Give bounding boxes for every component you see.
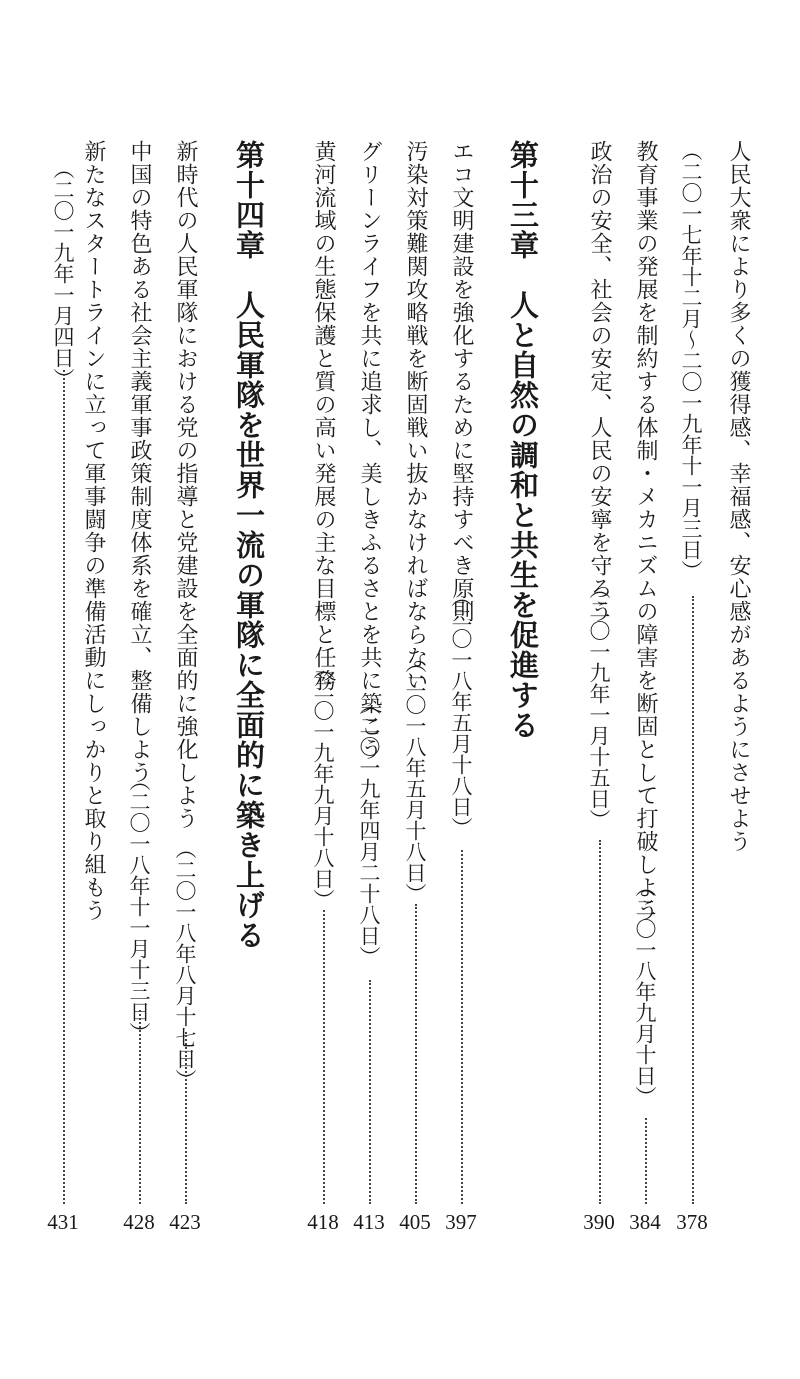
leader-dots [461, 850, 463, 1204]
leader-dots [415, 904, 417, 1204]
toc-entry-title: 人民大衆により多くの獲得感、幸福感、安心感があるようにさせよう [726, 140, 751, 853]
page-number: 431 [47, 1210, 79, 1234]
page-number: 397 [445, 1210, 477, 1234]
page-number: 384 [629, 1210, 661, 1234]
toc-entry-title: グリーンライフを共に追求し、美しきふるさとを共に築こう [357, 140, 382, 761]
toc-entry-title: 汚染対策難関攻略戦を断固戦い抜かなければならない [403, 140, 428, 692]
toc-entry-date: （二〇一九年一月十五日） [587, 578, 611, 830]
page-number: 378 [676, 1210, 708, 1234]
page-number: 418 [307, 1210, 339, 1234]
chapter-heading: 第十四章 人民軍隊を世界一流の軍隊に全面的に築き上げる [232, 140, 266, 950]
leader-dots [63, 370, 65, 1204]
chapter-heading: 第十三章 人と自然の調和と共生を促進する [506, 140, 540, 740]
toc-entry-date: （二〇一九年一月四日） [51, 158, 75, 389]
leader-dots [139, 1010, 141, 1204]
toc-entry-date: （二〇一八年五月十八日） [403, 652, 427, 904]
leader-dots [185, 1032, 187, 1204]
toc-entry-date: （二〇一七年十二月～二〇一九年十一月三日） [679, 140, 703, 581]
toc-entry-date: （二〇一九年四月二十八日） [357, 694, 381, 967]
toc-entry-date: （二〇一八年八月十七日） [173, 838, 197, 1090]
page-number: 423 [169, 1210, 201, 1234]
leader-dots [645, 1118, 647, 1204]
leader-dots [369, 980, 371, 1204]
toc-entry-title: 政治の安全、社会の安定、人民の安寧を守ろう [587, 140, 612, 623]
page-number: 405 [399, 1210, 431, 1234]
page-number: 390 [583, 1210, 615, 1234]
toc-entry-title: 中国の特色ある社会主義軍事政策制度体系を確立、整備しよう [127, 140, 152, 784]
toc-entry-title: 新たなスタートラインに立って軍事闘争の準備活動にしっかりと取り組もう [81, 140, 106, 922]
leader-dots [599, 840, 601, 1204]
page-number: 413 [353, 1210, 385, 1234]
toc-entry-date: （二〇一八年九月十日） [633, 876, 657, 1107]
toc-entry-date: （二〇一八年五月十八日） [449, 586, 473, 838]
leader-dots [692, 596, 694, 1204]
toc-entry-title: 黄河流域の生態保護と質の高い発展の主な目標と任務 [311, 140, 336, 692]
toc-entry-title: 教育事業の発展を制約する体制・メカニズムの障害を断固として打破しよう [633, 140, 658, 922]
toc-entry-date: （二〇一八年十一月十三日） [127, 770, 151, 1043]
toc-entry-title: エコ文明建設を強化するために堅持すべき原則 [449, 140, 474, 623]
toc-entry-title: 新時代の人民軍隊における党の指導と党建設を全面的に強化しよう [173, 140, 198, 830]
page-number: 428 [123, 1210, 155, 1234]
toc-entry-date: （二〇一九年九月十八日） [311, 658, 335, 910]
leader-dots [323, 910, 325, 1204]
